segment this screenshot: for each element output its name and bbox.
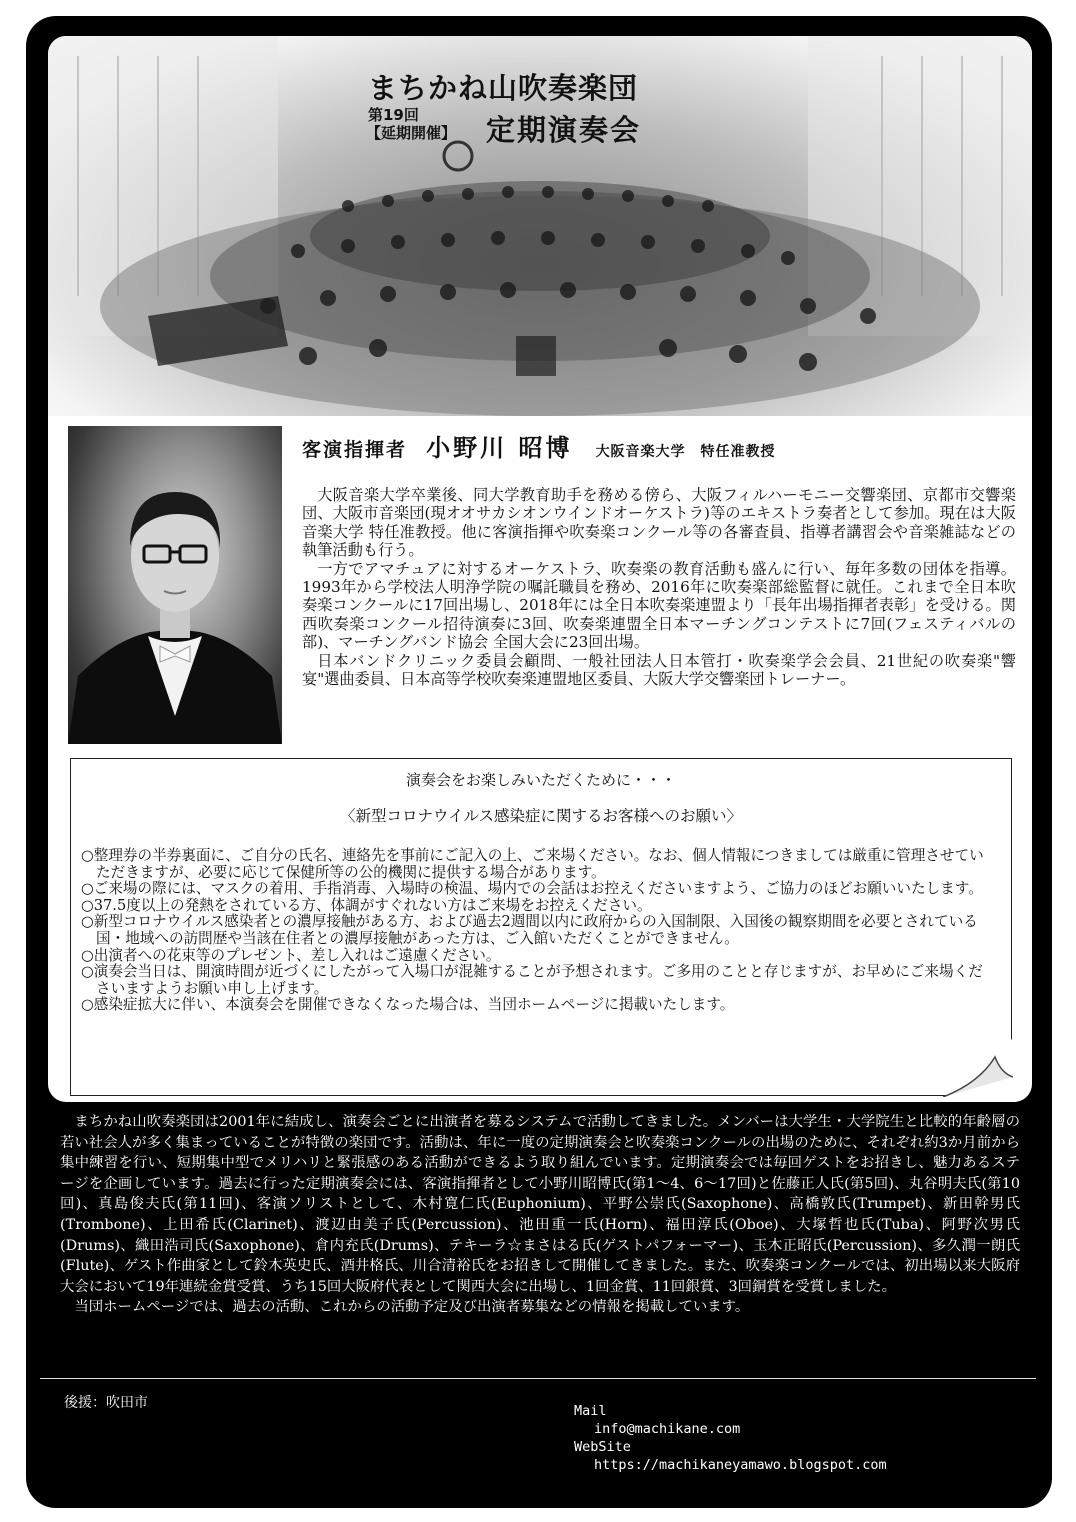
bio-paragraph: 日本バンドクリニック委員会顧問、一般社団法人日本管打・吹奏楽学会会員、21世紀の吹奏楽"響宴"選曲委員、日本高等学校吹奏楽連盟地区委員、大阪大学交響楽団トレーナー。 xyxy=(302,651,1016,689)
notice-list xyxy=(71,848,1011,1014)
conductor-portrait xyxy=(68,426,282,744)
support-credit: 後援：吹田市 xyxy=(64,1395,148,1411)
about-paragraph: まちかね山吹奏楽団は2001年に結成し、演奏会ごとに出演者を募るシステムで活動してきました。メンバーは大学生・大学院生と比較的年齢層の若い社会人が多く集まっていることが特徴の楽団です。活動は、年に一度の定期演奏会と吹奏楽コンクールの出場のために、それぞれ約3か月前から集中練習を行い、短期集中型でメリハリと緊張感のある活動ができるよう取り組んでいます。定期演奏会では毎回ゲストをお招きし、魅力あるステージを企画しています。過去に行った定期演奏会には、客演指揮者として小野川昭博氏(第1～4、6～17回)と佐藤正人氏(第5回)、丸谷明夫氏(第10回)、真島俊夫氏(第11回)、客演ソリストとして、木村寛仁氏(Euphonium)、平野公崇氏(Saxophone)、高橋敦氏(Trumpet)、新田幹男氏(Trombone)、上田希氏(Clarinet)、渡辺由美子氏(Percussion)、池田重一氏(Horn)、福田淳氏(Oboe)、大塚哲也氏(Tuba)、阿野次男氏(Drums)、織田浩司氏(Saxophone)、倉内充氏(Drums)、テキーラ☆まさはる氏(ゲストパフォーマー)、玉木正昭氏(Percussion)、多久潤一朗氏(Flute)、ゲスト作曲家として鈴木英史氏、酒井格氏、川合清裕氏をお招きして開催してきました。また、吹奏楽コンクールでは、初出場以来大阪府大会において19年連続金賞受賞、うち15回大阪府代表として関西大会に出場し、1回金賞、11回銀賞、3回銅賞を受賞しました。 xyxy=(60,1114,1020,1295)
notice-item: ○出演者への花束等のプレゼント、差し入れはご遠慮ください。 xyxy=(81,946,501,964)
footer-divider xyxy=(40,1378,1036,1379)
conductor-affiliation: 大阪音楽大学 特任准教授 xyxy=(595,444,776,460)
postponed-label: 【延期開催】 xyxy=(366,124,457,142)
edition-number: 第19回 xyxy=(368,106,419,124)
conductor-role: 客演指揮者 xyxy=(302,439,408,461)
concert-title-block xyxy=(366,66,726,146)
notice-item: ○新型コロナウイルス感染者との濃厚接触がある方、および過去2週間以内に政府からの入国制限、入国後の観察期間を必要とされている国・地域への訪問歴や当該在住者との濃厚接触があった方は、ご入館いただくことができません。 xyxy=(81,913,978,947)
notice-item: ○37.5度以上の発熱をされている方、体調がすぐれない方はご来場をお控えください。 xyxy=(81,896,652,914)
website-link[interactable]: https://machikaneyamawo.blogspot.com xyxy=(594,1457,887,1473)
mail-address-link[interactable]: info@machikane.com xyxy=(594,1421,741,1437)
contact-info xyxy=(574,1402,887,1474)
notice-item: ○演奏会当日は、開演時間が近づくにしたがって入場口が混雑することが予想されます。ご多用のことと存じますが、お早めにご来場くださいますようお願い申し上げます。 xyxy=(81,963,983,997)
orchestra-photo xyxy=(48,36,1032,416)
about-paragraph: 当団ホームページでは、過去の活動、これからの活動予定及び出演者募集などの情報を掲載しています。 xyxy=(74,1299,750,1316)
band-about xyxy=(60,1112,1020,1318)
covid-notice-box xyxy=(70,758,1012,1096)
notice-heading: 〈新型コロナウイルス感染症に関するお客様へのお願い〉 xyxy=(339,807,743,825)
page-curl-decoration xyxy=(943,1037,1013,1097)
conductor-portrait-illustration xyxy=(68,426,282,744)
band-name: まちかね山吹奏楽団 xyxy=(368,71,639,105)
notice-item: ○整理券の半券裏面に、ご自分の氏名、連絡先を事前にご記入の上、ご来場ください。なお、個人情報につきましては厳重に管理させていただきますが、必要に応じて保健所等の公的機関に提供する場合があります。 xyxy=(81,847,984,881)
conductor-bio xyxy=(302,486,1016,688)
concert-title: 定期演奏会 xyxy=(486,113,642,147)
bio-paragraph: 大阪音楽大学卒業後、同大学教育助手を務める傍ら、大阪フィルハーモニー交響楽団、京都市交響楽団、大阪市音楽団(現オオサカシオンウインドオーケストラ)等のエキストラ奏者として参加。現在は大阪音楽大学 特任准教授。他に客演指揮や吹奏楽コンクール等の各審査員、指導者講習会や音楽雑誌などの執筆活動も行う。 xyxy=(302,486,1016,560)
poster-panel xyxy=(48,36,1032,1102)
website-label: WebSite xyxy=(574,1439,631,1455)
notice-item: ○感染症拡大に伴い、本演奏会を開催できなくなった場合は、当団ホームページに掲載いたします。 xyxy=(81,996,735,1014)
conductor-header xyxy=(302,428,1022,462)
mail-label: Mail xyxy=(574,1403,607,1419)
conductor-name: 小野川 昭博 xyxy=(426,434,573,462)
notice-intro: 演奏会をお楽しみいただくために・・・ xyxy=(405,771,676,789)
bio-paragraph: 一方でアマチュアに対するオーケストラ、吹奏楽の教育活動も盛んに行い、毎年多数の団体を指導。1993年から学校法人明浄学院の嘱託職員を務め、2016年に吹奏楽部総監督に就任。これまで全日本吹奏楽コンクールに17回出場し、2018年には全日本吹奏楽連盟より「長年出場指揮者表彰」を受ける。関西吹奏楽コンクール招待演奏に3回、吹奏楽連盟全日本マーチングコンテストに7回(フェスティバルの部)、マーチングバンド協会 全国大会に23回出場。 xyxy=(302,559,1016,652)
notice-item: ○ご来場の際には、マスクの着用、手指消毒、入場時の検温、場内での会話はお控えくださいますよう、ご協力のほどお願いいたします。 xyxy=(81,880,983,898)
